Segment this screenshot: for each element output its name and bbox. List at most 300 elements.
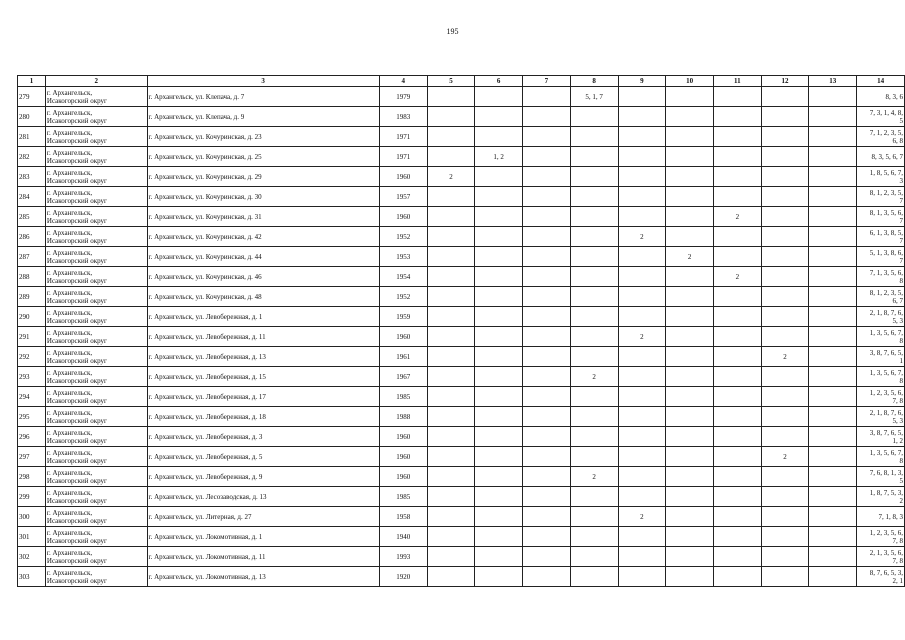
address-cell: г. Архангельск, ул. Кочуринская, д. 44	[147, 247, 379, 267]
col-12-cell	[761, 227, 809, 247]
table-row	[18, 507, 905, 527]
col-13-cell	[809, 527, 857, 547]
address-cell: г. Архангельск, ул. Кочуринская, д. 31	[147, 207, 379, 227]
row-number-cell: 295	[18, 407, 46, 427]
col-6-cell	[475, 487, 523, 507]
col-14-cell: 1, 3, 5, 6, 7, 8	[857, 447, 905, 467]
col-7-cell	[523, 427, 571, 447]
address-cell: г. Архангельск, ул. Клепача, д. 9	[147, 107, 379, 127]
col-6-cell	[475, 467, 523, 487]
col-6-cell	[475, 527, 523, 547]
col-11-cell	[713, 227, 761, 247]
col-12-cell	[761, 87, 809, 107]
address-cell: г. Архангельск, ул. Кочуринская, д. 48	[147, 287, 379, 307]
col-11-cell	[713, 427, 761, 447]
col-14-cell: 8, 7, 6, 5, 3, 2, 1	[857, 567, 905, 587]
col-10-cell	[666, 547, 714, 567]
col-9-cell	[618, 547, 666, 567]
col-10-cell	[666, 307, 714, 327]
col-10-cell	[666, 147, 714, 167]
housing-registry-table	[17, 75, 905, 587]
col-14-cell: 2, 1, 3, 5, 6, 7, 8	[857, 547, 905, 567]
row-number-cell: 293	[18, 367, 46, 387]
col-12-cell	[761, 407, 809, 427]
year-cell: 1993	[379, 547, 427, 567]
col-6-cell	[475, 567, 523, 587]
col-8-cell: 2	[570, 367, 618, 387]
col-12-cell	[761, 387, 809, 407]
col-10-cell	[666, 347, 714, 367]
address-cell: г. Архангельск, ул. Кочуринская, д. 29	[147, 167, 379, 187]
address-cell: г. Архангельск, ул. Кочуринская, д. 23	[147, 127, 379, 147]
col-13-cell	[809, 507, 857, 527]
col-7-cell	[523, 487, 571, 507]
table-row	[18, 247, 905, 267]
row-number-cell: 303	[18, 567, 46, 587]
col-8-cell	[570, 347, 618, 367]
table-row	[18, 527, 905, 547]
row-number-cell: 281	[18, 127, 46, 147]
col-11-cell	[713, 367, 761, 387]
col-5-cell	[427, 207, 475, 227]
district-cell: г. Архангельск, Исакогорский округ	[45, 467, 147, 487]
col-12-cell	[761, 187, 809, 207]
col-12-cell	[761, 427, 809, 447]
col-7-cell	[523, 367, 571, 387]
row-number-cell: 286	[18, 227, 46, 247]
col-5-cell	[427, 347, 475, 367]
col-5-cell	[427, 247, 475, 267]
col-6-cell	[475, 327, 523, 347]
address-cell: г. Архангельск, ул. Клепача, д. 7	[147, 87, 379, 107]
col-11-cell	[713, 467, 761, 487]
district-cell: г. Архангельск, Исакогорский округ	[45, 87, 147, 107]
col-14-cell: 8, 1, 2, 3, 5, 7	[857, 187, 905, 207]
col-13-cell	[809, 187, 857, 207]
col-13-cell	[809, 127, 857, 147]
col-8-cell: 5, 1, 7	[570, 87, 618, 107]
district-cell: г. Архангельск, Исакогорский округ	[45, 107, 147, 127]
col-13-cell	[809, 427, 857, 447]
column-header-2: 2	[45, 76, 147, 87]
address-cell: г. Архангельск, ул. Левобережная, д. 3	[147, 427, 379, 447]
column-header-4: 4	[379, 76, 427, 87]
year-cell: 1985	[379, 487, 427, 507]
row-number-cell: 282	[18, 147, 46, 167]
row-number-cell: 288	[18, 267, 46, 287]
col-9-cell: 2	[618, 327, 666, 347]
year-cell: 1960	[379, 447, 427, 467]
col-12-cell	[761, 107, 809, 127]
address-cell: г. Архангельск, ул. Левобережная, д. 13	[147, 347, 379, 367]
col-6-cell	[475, 87, 523, 107]
col-12-cell	[761, 487, 809, 507]
col-10-cell	[666, 367, 714, 387]
col-7-cell	[523, 227, 571, 247]
district-cell: г. Архангельск, Исакогорский округ	[45, 447, 147, 467]
district-cell: г. Архангельск, Исакогорский округ	[45, 167, 147, 187]
col-14-cell: 2, 1, 8, 7, 6, 5, 3	[857, 307, 905, 327]
col-9-cell	[618, 387, 666, 407]
col-10-cell	[666, 527, 714, 547]
col-12-cell: 2	[761, 447, 809, 467]
col-9-cell	[618, 567, 666, 587]
col-7-cell	[523, 187, 571, 207]
col-6-cell	[475, 447, 523, 467]
col-9-cell	[618, 367, 666, 387]
district-cell: г. Архангельск, Исакогорский округ	[45, 347, 147, 367]
row-number-cell: 290	[18, 307, 46, 327]
col-13-cell	[809, 367, 857, 387]
col-9-cell	[618, 447, 666, 467]
district-cell: г. Архангельск, Исакогорский округ	[45, 507, 147, 527]
col-14-cell: 8, 3, 5, 6, 7	[857, 147, 905, 167]
col-8-cell	[570, 487, 618, 507]
column-header-1: 1	[18, 76, 46, 87]
col-7-cell	[523, 347, 571, 367]
year-cell: 1971	[379, 127, 427, 147]
table-row	[18, 487, 905, 507]
col-7-cell	[523, 387, 571, 407]
col-13-cell	[809, 567, 857, 587]
district-cell: г. Архангельск, Исакогорский округ	[45, 407, 147, 427]
column-header-11: 11	[713, 76, 761, 87]
row-number-cell: 280	[18, 107, 46, 127]
col-10-cell	[666, 107, 714, 127]
col-7-cell	[523, 567, 571, 587]
col-10-cell	[666, 447, 714, 467]
address-cell: г. Архангельск, ул. Кочуринская, д. 42	[147, 227, 379, 247]
col-10-cell	[666, 427, 714, 447]
col-7-cell	[523, 207, 571, 227]
col-5-cell	[427, 187, 475, 207]
table-row	[18, 307, 905, 327]
col-5-cell	[427, 287, 475, 307]
address-cell: г. Архангельск, ул. Лесозаводская, д. 13	[147, 487, 379, 507]
col-13-cell	[809, 267, 857, 287]
col-7-cell	[523, 467, 571, 487]
district-cell: г. Архангельск, Исакогорский округ	[45, 287, 147, 307]
col-13-cell	[809, 307, 857, 327]
table-row	[18, 447, 905, 467]
col-11-cell	[713, 167, 761, 187]
district-cell: г. Архангельск, Исакогорский округ	[45, 427, 147, 447]
col-14-cell: 2, 1, 8, 7, 6, 5, 3	[857, 407, 905, 427]
col-13-cell	[809, 347, 857, 367]
col-8-cell	[570, 527, 618, 547]
col-7-cell	[523, 247, 571, 267]
year-cell: 1960	[379, 207, 427, 227]
table-row	[18, 467, 905, 487]
col-11-cell	[713, 107, 761, 127]
col-14-cell: 1, 2, 3, 5, 6, 7, 8	[857, 387, 905, 407]
table-body	[18, 87, 905, 587]
year-cell: 1960	[379, 167, 427, 187]
col-14-cell: 5, 1, 3, 8, 6, 7	[857, 247, 905, 267]
col-7-cell	[523, 307, 571, 327]
col-14-cell: 8, 1, 3, 5, 6, 7	[857, 207, 905, 227]
col-8-cell	[570, 327, 618, 347]
col-10-cell	[666, 407, 714, 427]
table-row	[18, 567, 905, 587]
table-row	[18, 347, 905, 367]
col-5-cell	[427, 307, 475, 327]
col-10-cell	[666, 267, 714, 287]
col-14-cell: 3, 8, 7, 6, 5, 1, 2	[857, 427, 905, 447]
col-8-cell	[570, 167, 618, 187]
col-5-cell	[427, 547, 475, 567]
col-10-cell: 2	[666, 247, 714, 267]
district-cell: г. Архангельск, Исакогорский округ	[45, 147, 147, 167]
col-7-cell	[523, 87, 571, 107]
col-14-cell: 1, 8, 7, 5, 3, 2	[857, 487, 905, 507]
address-cell: г. Архангельск, ул. Левобережная, д. 18	[147, 407, 379, 427]
col-8-cell	[570, 207, 618, 227]
address-cell: г. Архангельск, ул. Кочуринская, д. 25	[147, 147, 379, 167]
col-5-cell	[427, 567, 475, 587]
col-13-cell	[809, 167, 857, 187]
col-10-cell	[666, 327, 714, 347]
col-8-cell	[570, 227, 618, 247]
col-8-cell	[570, 127, 618, 147]
year-cell: 1952	[379, 227, 427, 247]
col-10-cell	[666, 87, 714, 107]
col-7-cell	[523, 327, 571, 347]
col-11-cell	[713, 507, 761, 527]
col-13-cell	[809, 407, 857, 427]
col-7-cell	[523, 287, 571, 307]
col-12-cell	[761, 547, 809, 567]
table-row	[18, 207, 905, 227]
table-row	[18, 127, 905, 147]
col-5-cell	[427, 407, 475, 427]
district-cell: г. Архангельск, Исакогорский округ	[45, 387, 147, 407]
col-10-cell	[666, 127, 714, 147]
address-cell: г. Архангельск, ул. Локомотивная, д. 13	[147, 567, 379, 587]
district-cell: г. Архангельск, Исакогорский округ	[45, 127, 147, 147]
col-13-cell	[809, 487, 857, 507]
col-7-cell	[523, 527, 571, 547]
row-number-cell: 300	[18, 507, 46, 527]
col-8-cell	[570, 507, 618, 527]
row-number-cell: 285	[18, 207, 46, 227]
col-9-cell	[618, 487, 666, 507]
col-8-cell	[570, 447, 618, 467]
row-number-cell: 292	[18, 347, 46, 367]
col-14-cell: 1, 3, 5, 6, 7, 8	[857, 327, 905, 347]
year-cell: 1953	[379, 247, 427, 267]
col-6-cell	[475, 187, 523, 207]
table-row	[18, 407, 905, 427]
year-cell: 1983	[379, 107, 427, 127]
col-11-cell	[713, 347, 761, 367]
col-12-cell: 2	[761, 347, 809, 367]
col-6-cell: 1, 2	[475, 147, 523, 167]
col-6-cell	[475, 267, 523, 287]
col-14-cell: 7, 1, 2, 3, 5, 6, 8	[857, 127, 905, 147]
col-6-cell	[475, 227, 523, 247]
col-11-cell	[713, 527, 761, 547]
col-10-cell	[666, 567, 714, 587]
col-10-cell	[666, 507, 714, 527]
table-row	[18, 267, 905, 287]
col-5-cell	[427, 147, 475, 167]
col-9-cell	[618, 407, 666, 427]
col-9-cell: 2	[618, 507, 666, 527]
col-5-cell	[427, 467, 475, 487]
year-cell: 1958	[379, 507, 427, 527]
year-cell: 1920	[379, 567, 427, 587]
col-8-cell	[570, 427, 618, 447]
col-8-cell	[570, 547, 618, 567]
col-10-cell	[666, 467, 714, 487]
col-5-cell	[427, 447, 475, 467]
table-row	[18, 227, 905, 247]
year-cell: 1954	[379, 267, 427, 287]
col-10-cell	[666, 207, 714, 227]
col-14-cell: 3, 8, 7, 6, 5, 1	[857, 347, 905, 367]
col-14-cell: 7, 3, 1, 4, 8, 5	[857, 107, 905, 127]
col-6-cell	[475, 127, 523, 147]
col-9-cell	[618, 107, 666, 127]
column-header-6: 6	[475, 76, 523, 87]
col-10-cell	[666, 167, 714, 187]
column-header-3: 3	[147, 76, 379, 87]
col-11-cell: 2	[713, 207, 761, 227]
col-9-cell	[618, 147, 666, 167]
col-12-cell	[761, 567, 809, 587]
column-header-10: 10	[666, 76, 714, 87]
table-header-row	[18, 76, 905, 87]
year-cell: 1957	[379, 187, 427, 207]
column-header-5: 5	[427, 76, 475, 87]
col-11-cell	[713, 547, 761, 567]
row-number-cell: 283	[18, 167, 46, 187]
row-number-cell: 287	[18, 247, 46, 267]
district-cell: г. Архангельск, Исакогорский округ	[45, 307, 147, 327]
district-cell: г. Архангельск, Исакогорский округ	[45, 527, 147, 547]
table-row	[18, 187, 905, 207]
col-8-cell	[570, 147, 618, 167]
col-8-cell: 2	[570, 467, 618, 487]
col-12-cell	[761, 307, 809, 327]
col-9-cell	[618, 427, 666, 447]
col-11-cell	[713, 247, 761, 267]
col-7-cell	[523, 267, 571, 287]
col-13-cell	[809, 147, 857, 167]
col-7-cell	[523, 507, 571, 527]
col-12-cell	[761, 327, 809, 347]
col-9-cell	[618, 187, 666, 207]
col-10-cell	[666, 387, 714, 407]
col-11-cell	[713, 327, 761, 347]
col-14-cell: 7, 6, 8, 1, 3, 5	[857, 467, 905, 487]
year-cell: 1967	[379, 367, 427, 387]
col-9-cell	[618, 167, 666, 187]
col-7-cell	[523, 447, 571, 467]
col-9-cell	[618, 87, 666, 107]
col-12-cell	[761, 287, 809, 307]
col-7-cell	[523, 167, 571, 187]
col-11-cell	[713, 87, 761, 107]
district-cell: г. Архангельск, Исакогорский округ	[45, 227, 147, 247]
col-14-cell: 1, 3, 5, 6, 7, 8	[857, 367, 905, 387]
col-11-cell	[713, 127, 761, 147]
year-cell: 1952	[379, 287, 427, 307]
col-13-cell	[809, 387, 857, 407]
col-8-cell	[570, 287, 618, 307]
district-cell: г. Архангельск, Исакогорский округ	[45, 207, 147, 227]
address-cell: г. Архангельск, ул. Кочуринская, д. 30	[147, 187, 379, 207]
col-6-cell	[475, 347, 523, 367]
col-12-cell	[761, 247, 809, 267]
table-row	[18, 547, 905, 567]
col-9-cell	[618, 527, 666, 547]
district-cell: г. Архангельск, Исакогорский округ	[45, 267, 147, 287]
row-number-cell: 294	[18, 387, 46, 407]
row-number-cell: 284	[18, 187, 46, 207]
column-header-13: 13	[809, 76, 857, 87]
col-5-cell	[427, 327, 475, 347]
col-5-cell	[427, 127, 475, 147]
district-cell: г. Архангельск, Исакогорский округ	[45, 247, 147, 267]
col-8-cell	[570, 107, 618, 127]
col-11-cell	[713, 567, 761, 587]
address-cell: г. Архангельск, ул. Левобережная, д. 11	[147, 327, 379, 347]
row-number-cell: 296	[18, 427, 46, 447]
col-12-cell	[761, 167, 809, 187]
col-13-cell	[809, 547, 857, 567]
col-12-cell	[761, 527, 809, 547]
col-13-cell	[809, 227, 857, 247]
table-row	[18, 287, 905, 307]
col-7-cell	[523, 407, 571, 427]
col-14-cell: 8, 3, 6	[857, 87, 905, 107]
col-12-cell	[761, 147, 809, 167]
col-9-cell	[618, 307, 666, 327]
col-11-cell	[713, 447, 761, 467]
year-cell: 1940	[379, 527, 427, 547]
col-13-cell	[809, 447, 857, 467]
col-11-cell	[713, 307, 761, 327]
col-11-cell	[713, 187, 761, 207]
column-header-12: 12	[761, 76, 809, 87]
year-cell: 1961	[379, 347, 427, 367]
district-cell: г. Архангельск, Исакогорский округ	[45, 327, 147, 347]
col-6-cell	[475, 107, 523, 127]
col-14-cell: 6, 1, 3, 8, 5, 7	[857, 227, 905, 247]
col-6-cell	[475, 387, 523, 407]
col-8-cell	[570, 307, 618, 327]
col-5-cell	[427, 487, 475, 507]
address-cell: г. Архангельск, ул. Локомотивная, д. 1	[147, 527, 379, 547]
col-12-cell	[761, 127, 809, 147]
col-11-cell	[713, 487, 761, 507]
row-number-cell: 289	[18, 287, 46, 307]
address-cell: г. Архангельск, ул. Литерная, д. 27	[147, 507, 379, 527]
address-cell: г. Архангельск, ул. Левобережная, д. 9	[147, 467, 379, 487]
year-cell: 1988	[379, 407, 427, 427]
col-11-cell: 2	[713, 267, 761, 287]
col-5-cell	[427, 367, 475, 387]
table-row	[18, 147, 905, 167]
col-12-cell	[761, 467, 809, 487]
district-cell: г. Архангельск, Исакогорский округ	[45, 487, 147, 507]
col-8-cell	[570, 247, 618, 267]
year-cell: 1971	[379, 147, 427, 167]
column-header-8: 8	[570, 76, 618, 87]
col-5-cell	[427, 87, 475, 107]
